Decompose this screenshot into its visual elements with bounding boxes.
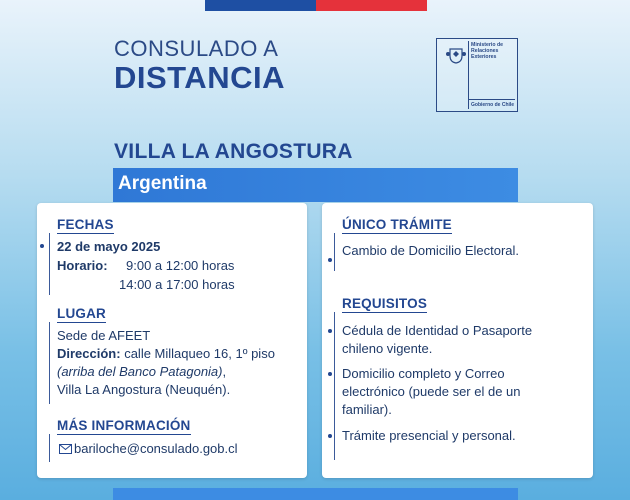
fechas-bullet [40,244,44,248]
logo-line-1: Ministerio de [471,42,503,48]
req-2-line-1: Domicilio completo y Correo [342,366,505,381]
tramite-rule [334,233,335,271]
req-1-line-2: chileno vigente. [342,341,433,356]
info-card-left [37,203,307,478]
req-bullet-2 [328,372,332,376]
coat-of-arms-icon [445,46,467,64]
logo-line-3: Exteriores [471,54,497,60]
logo-footer-rule [469,99,515,100]
logo-footer: Gobierno de Chile [471,102,515,108]
logo-line-2: Relaciones [471,48,499,54]
city-heading: VILLA LA ANGOSTURA [114,140,353,163]
flag-bar [205,0,427,11]
info-title: MÁS INFORMACIÓN [57,418,191,433]
lugar-address [57,345,275,363]
req-2-line-3: familiar). [342,402,392,417]
bottom-strip [113,488,518,500]
reference-suffix: , [222,364,227,379]
requisitos-rule [334,312,335,460]
title-big: DISTANCIA [114,60,285,95]
flag-blue-segment [205,0,316,11]
reference-text: (arriba del Banco Patagonia) [57,364,223,379]
flag-red-segment [316,0,427,11]
direccion-label: Dirección: [57,346,121,361]
req-bullet-1 [328,329,332,333]
horario-label: Horario: [57,258,108,273]
req-bullet-3 [328,434,332,438]
horario-slot-2: 14:00 a 17:00 horas [119,277,235,292]
email-link[interactable]: bariloche@consulado.gob.cl [74,441,238,456]
lugar-city: Villa La Angostura (Neuquén). [57,382,231,397]
requisitos-title: REQUISITOS [342,296,428,311]
horario-slot-1: 9:00 a 12:00 horas [126,258,235,273]
government-logo [436,38,518,112]
fechas-date: 22 de mayo 2025 [57,239,161,254]
info-rule [49,434,50,462]
fechas-title: FECHAS [57,217,114,232]
tramite-title: ÚNICO TRÁMITE [342,217,452,232]
lugar-reference [57,363,226,381]
country-label: Argentina [118,173,207,194]
tramite-item: Cambio de Domicilio Electoral. [342,243,520,258]
email-icon [59,444,72,454]
lugar-venue: Sede de AFEET [57,328,151,343]
lugar-title: LUGAR [57,306,106,321]
fechas-rule [49,233,50,295]
req-1-line-1: Cédula de Identidad o Pasaporte [342,323,533,338]
direccion-value: calle Millaqueo 16, 1º piso [124,346,275,361]
lugar-rule [49,322,50,404]
info-card-right [322,203,593,478]
req-3: Trámite presencial y personal. [342,428,516,443]
title-small: CONSULADO A [114,36,279,61]
req-2-line-2: electrónico (puede ser el de un [342,384,521,399]
tramite-bullet [328,258,332,262]
